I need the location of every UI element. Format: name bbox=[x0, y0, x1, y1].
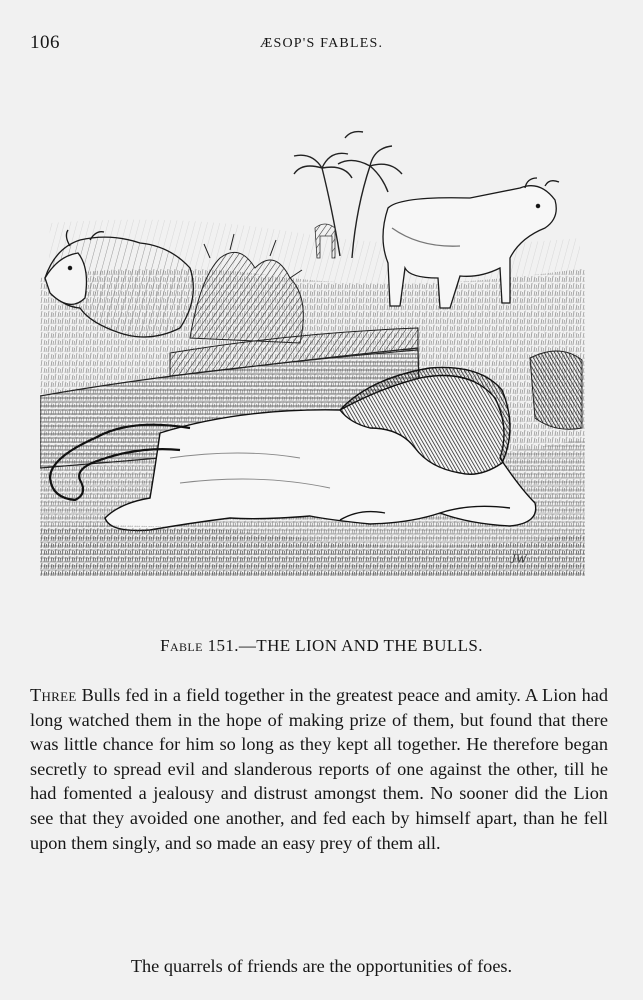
fable-heading bbox=[0, 636, 643, 656]
fable-body: Bulls fed in a field together in the greatest peace and amity. A Lion had long watched them in the hope of making prize of them, but found that there was little chance for him so long as they kept all together. He therefore began secretly to spread evil and slanderous reports of one against the other, till he had fomented a jealousy and distrust amongst them. No sooner did the Lion see that they avoided one another, and fed each by himself apart, than he fell upon them singly, and so made an easy prey of them all. bbox=[30, 685, 608, 853]
lion-and-bulls-engraving bbox=[40, 128, 585, 576]
fable-moral: The quarrels of friends are the opportunities of foes. bbox=[130, 956, 513, 976]
engraver-signature: JW bbox=[510, 551, 527, 566]
fable-number-title: 151.—THE LION AND THE BULLS. bbox=[207, 636, 483, 655]
running-title: ÆSOP'S FABLES. bbox=[259, 36, 384, 51]
lead-word: Three bbox=[30, 685, 77, 705]
running-head bbox=[0, 32, 643, 56]
fable-body-text bbox=[30, 683, 608, 855]
fable-label: Fable bbox=[160, 636, 203, 655]
page-number: 106 bbox=[30, 32, 60, 53]
engraving-illustration bbox=[40, 128, 585, 576]
